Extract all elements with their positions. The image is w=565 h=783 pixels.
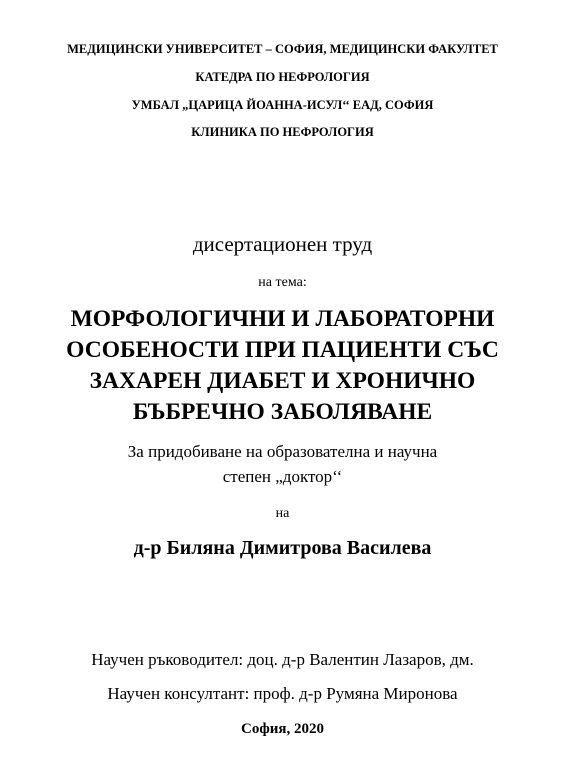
- topic-label: на тема:: [258, 275, 307, 290]
- purpose-line: За придобиване на образователна и научна: [127, 442, 438, 461]
- title-line: МОРФОЛОГИЧНИ И ЛАБОРАТОРНИ: [70, 306, 495, 332]
- author-name: д-р Биляна Димитрова Василева: [133, 537, 432, 559]
- hospital-name: УМБАЛ „ЦАРИЦА ЙОАННА-ИСУЛ‘‘ ЕАД, СОФИЯ: [131, 98, 434, 112]
- title-line: БЪБРЕЧНО ЗАБОЛЯВАНЕ: [132, 399, 433, 425]
- university-name: МЕДИЦИНСКИ УНИВЕРСИТЕТ – СОФИЯ, МЕДИЦИНСКИ ФАКУЛТЕТ: [67, 42, 498, 56]
- city-year: София, 2020: [241, 721, 324, 737]
- scientific-supervisor: Научен ръководител: доц. д-р Валентин Лазаров, дм.: [91, 650, 474, 669]
- scientific-consultant: Научен консултант: проф. д-р Румяна Миронова: [107, 684, 458, 703]
- title-line: ЗАХАРЕН ДИАБЕТ И ХРОНИЧНО: [89, 368, 476, 394]
- author-label: на: [275, 506, 290, 521]
- department-name: КАТЕДРА ПО НЕФРОЛОГИЯ: [195, 70, 370, 84]
- clinic-name: КЛИНИКА ПО НЕФРОЛОГИЯ: [191, 125, 374, 139]
- purpose-line: степен „доктор‘‘: [222, 467, 343, 486]
- document-type: дисертационен труд: [192, 232, 373, 256]
- title-line: ОСОБЕНОСТИ ПРИ ПАЦИЕНТИ СЪС: [66, 337, 499, 363]
